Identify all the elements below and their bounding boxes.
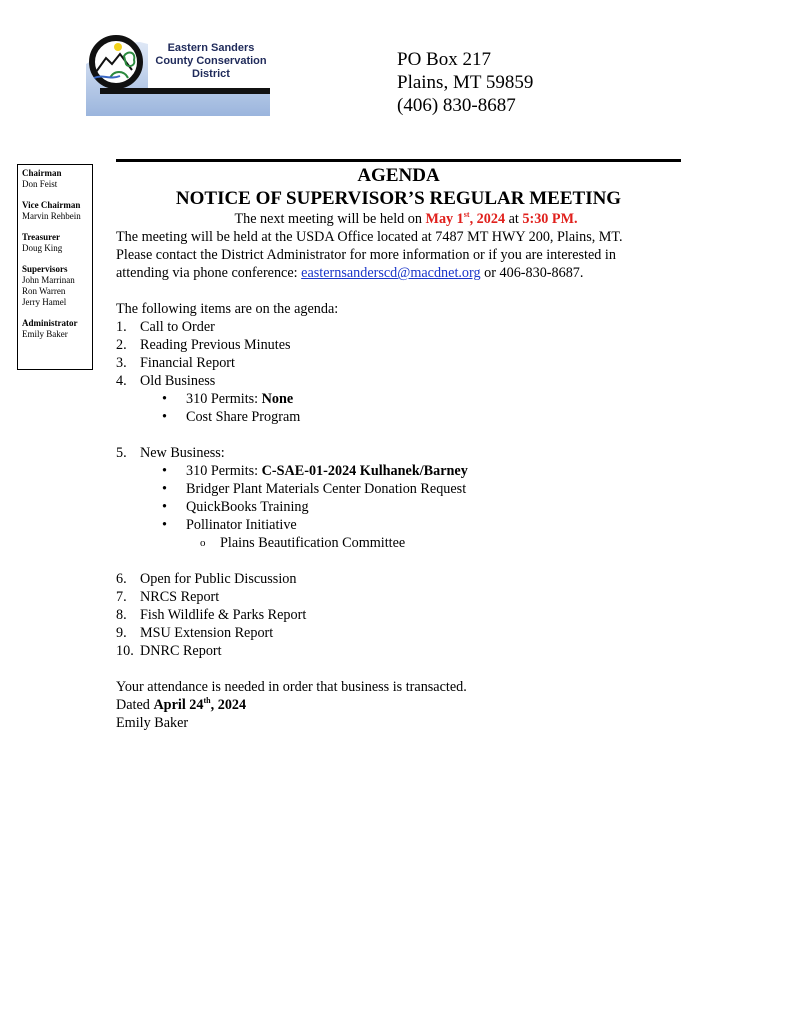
officer-group bbox=[22, 200, 88, 222]
item-label: NRCS Report bbox=[140, 589, 220, 605]
item-number: 7. bbox=[116, 589, 127, 605]
phone-number: (406) 830-8687 bbox=[397, 95, 516, 116]
officer-title: Treasurer bbox=[22, 232, 60, 242]
text: th bbox=[203, 696, 211, 705]
agenda-item bbox=[116, 336, 696, 354]
address-line: Plains, MT 59859 bbox=[397, 72, 534, 93]
item-number: 9. bbox=[116, 625, 127, 641]
text: or 406-830-8687. bbox=[480, 265, 584, 281]
text: Dated bbox=[116, 697, 154, 713]
agenda-item bbox=[116, 588, 696, 606]
agenda-item bbox=[116, 372, 696, 390]
agenda-item bbox=[116, 444, 696, 462]
address-line: PO Box 217 bbox=[397, 49, 491, 70]
agenda-item bbox=[116, 318, 696, 336]
dated-date bbox=[153, 697, 246, 713]
item-number: 5. bbox=[116, 445, 127, 461]
text: 310 Permits: bbox=[186, 463, 262, 479]
officer-name: John Marrinan bbox=[22, 275, 75, 285]
officers-sidebar bbox=[17, 164, 93, 370]
officer-group bbox=[22, 232, 88, 254]
bullet-item bbox=[162, 390, 696, 408]
bullet-item: • Bridger Plant Materials Center Donation Request bbox=[162, 480, 696, 498]
bullet-item bbox=[162, 462, 696, 480]
officer-title: Administrator bbox=[22, 318, 78, 328]
officer-title: Vice Chairman bbox=[22, 200, 81, 210]
item-number: 1. bbox=[116, 319, 127, 335]
signature-name: Emily Baker bbox=[116, 715, 189, 731]
meeting-location: The meeting will be held at the USDA Office located at 7487 MT HWY 200, Plains, MT. bbox=[116, 229, 623, 245]
officer-name: Jerry Hamel bbox=[22, 297, 67, 307]
meeting-time: 5:30 PM. bbox=[522, 211, 578, 227]
dated-line bbox=[116, 696, 696, 714]
item-label: Open for Public Discussion bbox=[140, 571, 297, 587]
old-business-list bbox=[116, 390, 696, 426]
meeting-date bbox=[426, 211, 505, 227]
officer-name: Emily Baker bbox=[22, 329, 68, 339]
notice-body bbox=[116, 210, 696, 732]
contact-line: Please contact the District Administrator for more information or if you are interested in bbox=[116, 247, 616, 263]
text: The next meeting will be held on bbox=[234, 211, 426, 227]
officer-group bbox=[22, 318, 88, 340]
mailing-address bbox=[397, 48, 533, 117]
item-number: 3. bbox=[116, 355, 127, 371]
agenda-item bbox=[116, 624, 696, 642]
item-label: DNRC Report bbox=[140, 643, 222, 659]
officer-group bbox=[22, 168, 88, 190]
new-business-list bbox=[116, 462, 696, 534]
agenda-item bbox=[116, 642, 696, 660]
agenda-item bbox=[116, 354, 696, 372]
officer-name: Doug King bbox=[22, 243, 63, 253]
text: at bbox=[505, 211, 523, 227]
officer-name: Marvin Rehbein bbox=[22, 211, 81, 221]
org-name-line: District bbox=[192, 68, 230, 80]
item-label: Call to Order bbox=[140, 319, 215, 335]
item-number: 10. bbox=[116, 643, 134, 659]
agenda-title: AGENDA bbox=[357, 165, 440, 186]
officer-group bbox=[22, 264, 88, 308]
item-label: Financial Report bbox=[140, 355, 235, 371]
text: attending via phone conference: bbox=[116, 265, 302, 281]
item-number: 8. bbox=[116, 607, 127, 623]
text: st bbox=[463, 210, 470, 219]
org-name-line: Eastern Sanders bbox=[167, 42, 255, 54]
agenda-list bbox=[116, 570, 696, 660]
text: 310 Permits: bbox=[186, 391, 262, 407]
org-name-line: County Conservation bbox=[155, 55, 267, 67]
notice-title: NOTICE OF SUPERVISOR’S REGULAR MEETING bbox=[175, 188, 622, 209]
agenda-item bbox=[116, 606, 696, 624]
text: April 24 bbox=[153, 697, 204, 713]
item-number: 2. bbox=[116, 337, 127, 353]
text: None bbox=[261, 391, 294, 407]
text: , 2024 bbox=[210, 697, 247, 713]
officer-name: Don Feist bbox=[22, 179, 58, 189]
text: C-SAE-01-2024 Kulhanek/Barney bbox=[261, 463, 468, 479]
email-link[interactable]: easternsanderscd@macdnet.org bbox=[301, 265, 481, 281]
bullet-item: • QuickBooks Training bbox=[162, 498, 696, 516]
officer-name: Ron Warren bbox=[22, 286, 66, 296]
logo-org-name bbox=[148, 42, 274, 81]
bullet-item: • Cost Share Program bbox=[162, 408, 696, 426]
agenda-list bbox=[116, 318, 696, 390]
text: , 2024 bbox=[469, 211, 506, 227]
agenda-list bbox=[116, 444, 696, 462]
attendance-note: Your attendance is needed in order that business is transacted. bbox=[116, 679, 467, 695]
agenda-item bbox=[116, 570, 696, 588]
header-rule bbox=[116, 159, 681, 162]
item-label: New Business: bbox=[140, 445, 225, 461]
next-meeting-line bbox=[116, 210, 696, 228]
item-label: Reading Previous Minutes bbox=[140, 337, 291, 353]
officer-title: Chairman bbox=[22, 168, 62, 178]
officer-title: Supervisors bbox=[22, 264, 68, 274]
agenda-intro: The following items are on the agenda: bbox=[116, 301, 339, 317]
text: May 1 bbox=[425, 211, 464, 227]
item-label: MSU Extension Report bbox=[140, 625, 274, 641]
item-number: 6. bbox=[116, 571, 127, 587]
item-label: Old Business bbox=[140, 373, 216, 389]
item-number: 4. bbox=[116, 373, 127, 389]
bullet-item: • Pollinator Initiative bbox=[162, 516, 696, 534]
contact-line bbox=[116, 264, 696, 282]
item-label: Fish Wildlife & Parks Report bbox=[140, 607, 307, 623]
sub-bullet-item: o Plains Beautification Committee bbox=[116, 534, 696, 552]
